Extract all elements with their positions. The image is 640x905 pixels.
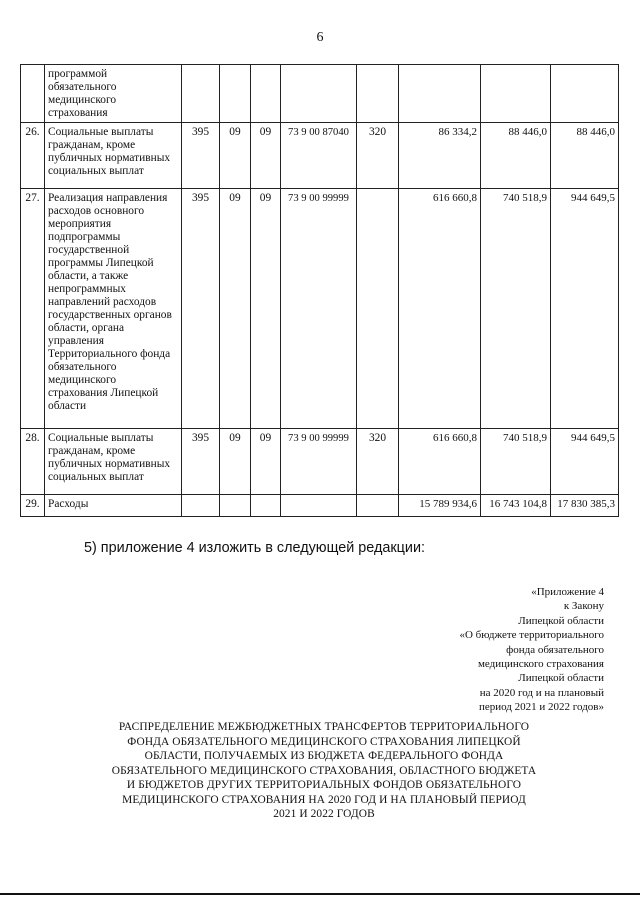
row-expense-type bbox=[357, 495, 399, 517]
row-amount-2020: 86 334,2 bbox=[399, 123, 481, 189]
row-subsection: 09 bbox=[251, 123, 281, 189]
document-title bbox=[92, 720, 556, 822]
row-amount-2022: 88 446,0 bbox=[551, 123, 619, 189]
row-target-code: 73 9 00 99999 bbox=[281, 429, 357, 495]
row-section: 09 bbox=[220, 123, 251, 189]
table-row bbox=[21, 123, 619, 189]
row-amount-2020 bbox=[399, 65, 481, 123]
row-admin-code: 395 bbox=[182, 189, 220, 429]
title-line: ОБЛАСТИ, ПОЛУЧАЕМЫХ ИЗ БЮДЖЕТА ФЕДЕРАЛЬНОГО ФОНДА bbox=[144, 750, 504, 762]
row-number: 26. bbox=[21, 123, 45, 189]
row-name: Социальные выплаты гражданам, кроме публичных нормативных социальных выплат bbox=[45, 429, 182, 495]
row-amount-2021: 16 743 104,8 bbox=[481, 495, 551, 517]
table-row bbox=[21, 189, 619, 429]
row-amount-2020: 15 789 934,6 bbox=[399, 495, 481, 517]
appendix-ref-line: медицинского страхования bbox=[477, 658, 604, 671]
appendix-ref-line: к Закону bbox=[563, 600, 604, 613]
row-amount-2021 bbox=[481, 65, 551, 123]
title-line: И БЮДЖЕТОВ ДРУГИХ ТЕРРИТОРИАЛЬНЫХ ФОНДОВ ОБЯЗАТЕЛЬНОГО bbox=[126, 779, 522, 791]
appendix-ref-line: период 2021 и 2022 годов» bbox=[478, 701, 604, 714]
row-target-code: 73 9 00 87040 bbox=[281, 123, 357, 189]
row-amount-2022: 944 649,5 bbox=[551, 189, 619, 429]
appendix-ref-line: «Приложение 4 bbox=[531, 586, 604, 598]
row-amount-2021: 740 518,9 bbox=[481, 429, 551, 495]
row-expense-type bbox=[357, 65, 399, 123]
title-line: ФОНДА ОБЯЗАТЕЛЬНОГО МЕДИЦИНСКОГО СТРАХОВАНИЯ ЛИПЕЦКОЙ bbox=[127, 735, 521, 748]
title-line: РАСПРЕДЕЛЕНИЕ МЕЖБЮДЖЕТНЫХ ТРАНСФЕРТОВ ТЕРРИТОРИАЛЬНОГО bbox=[118, 721, 530, 733]
row-amount-2021: 740 518,9 bbox=[481, 189, 551, 429]
row-target-code bbox=[281, 65, 357, 123]
row-admin-code bbox=[182, 65, 220, 123]
row-subsection: 09 bbox=[251, 429, 281, 495]
row-admin-code: 395 bbox=[182, 123, 220, 189]
row-amount-2020: 616 660,8 bbox=[399, 189, 481, 429]
title-line: 2021 И 2022 ГОДОВ bbox=[273, 808, 375, 820]
row-section: 09 bbox=[220, 429, 251, 495]
appendix-ref-line: Липецкой области bbox=[518, 614, 604, 627]
row-amount-2022: 17 830 385,3 bbox=[551, 495, 619, 517]
row-number: 28. bbox=[21, 429, 45, 495]
title-line: ОБЯЗАТЕЛЬНОГО МЕДИЦИНСКОГО СТРАХОВАНИЯ, ОБЛАСТНОГО БЮДЖЕТА bbox=[111, 764, 537, 777]
budget-table bbox=[20, 64, 619, 517]
row-amount-2022 bbox=[551, 65, 619, 123]
row-section bbox=[220, 495, 251, 517]
row-target-code bbox=[281, 495, 357, 517]
row-name: Расходы bbox=[45, 495, 182, 517]
row-expense-type: 320 bbox=[357, 429, 399, 495]
row-admin-code: 395 bbox=[182, 429, 220, 495]
appendix-reference bbox=[364, 585, 604, 715]
row-name: Реализация направления расходов основного мероприятия подпрограммы государственной программы Липецкой области, а также непрограммных направлений расходов государственных органов области, органа управления Территориального фонда обязательного медицинского страхования Липецкой области bbox=[45, 189, 182, 429]
title-line: МЕДИЦИНСКОГО СТРАХОВАНИЯ НА 2020 ГОД И НА ПЛАНОВЫЙ ПЕРИОД bbox=[122, 793, 526, 806]
table-row bbox=[21, 65, 619, 123]
row-number bbox=[21, 65, 45, 123]
row-expense-type: 320 bbox=[357, 123, 399, 189]
amendment-paragraph: 5) приложение 4 изложить в следующей редакции: bbox=[84, 540, 426, 556]
row-amount-2021: 88 446,0 bbox=[481, 123, 551, 189]
row-number: 29. bbox=[21, 495, 45, 517]
row-name: программой обязательного медицинского страхования bbox=[45, 65, 182, 123]
row-subsection bbox=[251, 495, 281, 517]
row-target-code: 73 9 00 99999 bbox=[281, 189, 357, 429]
table-row bbox=[21, 495, 619, 517]
row-number: 27. bbox=[21, 189, 45, 429]
appendix-ref-line: на 2020 год и на плановый bbox=[479, 686, 604, 699]
appendix-ref-line: Липецкой области bbox=[518, 672, 604, 685]
page-number: 6 bbox=[316, 30, 324, 45]
row-expense-type bbox=[357, 189, 399, 429]
bottom-rule bbox=[0, 893, 640, 895]
row-amount-2022: 944 649,5 bbox=[551, 429, 619, 495]
table-row bbox=[21, 429, 619, 495]
row-amount-2020: 616 660,8 bbox=[399, 429, 481, 495]
row-name: Социальные выплаты гражданам, кроме публичных нормативных социальных выплат bbox=[45, 123, 182, 189]
appendix-ref-line: «О бюджете территориального bbox=[459, 629, 604, 642]
row-section bbox=[220, 65, 251, 123]
row-subsection bbox=[251, 65, 281, 123]
row-subsection: 09 bbox=[251, 189, 281, 429]
row-section: 09 bbox=[220, 189, 251, 429]
row-admin-code bbox=[182, 495, 220, 517]
appendix-ref-line: фонда обязательного bbox=[506, 643, 604, 656]
